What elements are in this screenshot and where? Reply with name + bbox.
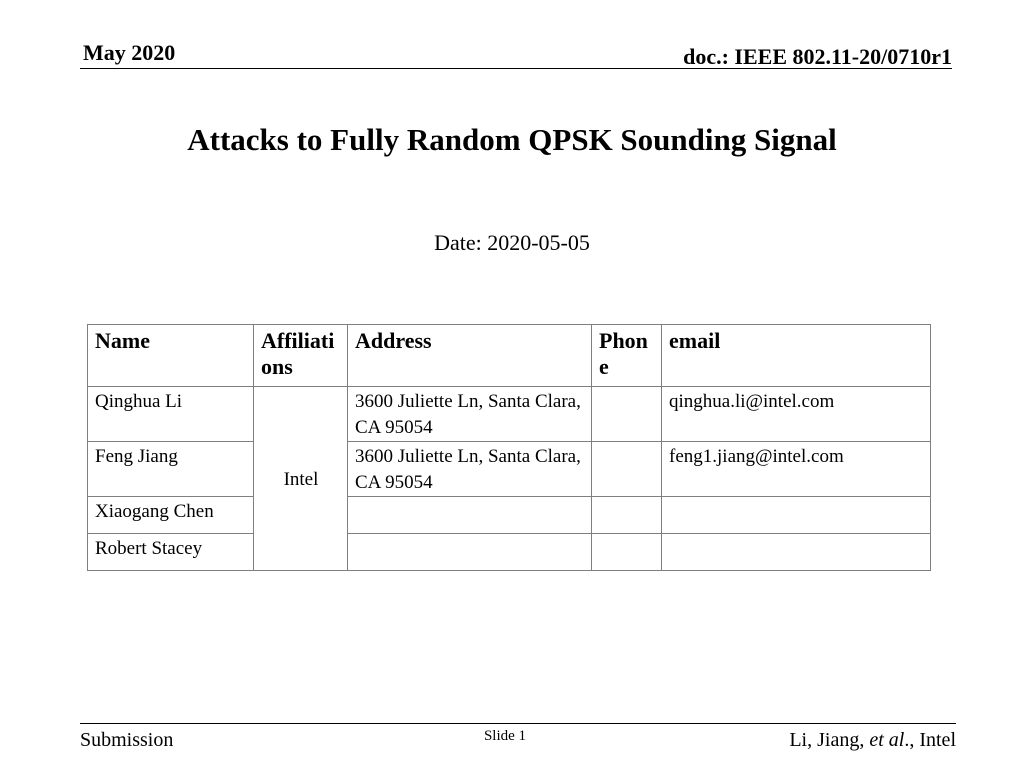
authors-header-row <box>88 325 931 387</box>
footer-submission: Submission <box>80 729 174 751</box>
table-row <box>88 442 931 497</box>
author-address: 3600 Juliette Ln, Santa Clara, CA 95054 <box>348 387 592 442</box>
author-email: feng1.jiang@intel.com <box>662 442 931 497</box>
col-header-address: Address <box>348 325 592 387</box>
author-phone <box>592 497 662 534</box>
footer-authors-suffix: ., Intel <box>904 729 956 751</box>
footer-authors <box>789 729 956 752</box>
header-rule <box>80 68 952 69</box>
author-email <box>662 497 931 534</box>
table-row <box>88 534 931 571</box>
col-header-phone: Phone <box>592 325 662 387</box>
footer-rule <box>80 723 956 724</box>
col-header-email: email <box>662 325 931 387</box>
author-name: Robert Stacey <box>88 534 254 571</box>
author-name: Feng Jiang <box>88 442 254 497</box>
author-email <box>662 534 931 571</box>
footer-slide-number: Slide 1 <box>483 728 527 744</box>
author-address <box>348 497 592 534</box>
date-line: Date: 2020-05-05 <box>434 230 590 255</box>
author-address: 3600 Juliette Ln, Santa Clara, CA 95054 <box>348 442 592 497</box>
col-header-affiliations: Affiliations <box>254 325 348 387</box>
author-phone <box>592 442 662 497</box>
table-row <box>88 387 931 442</box>
authors-table <box>87 324 931 571</box>
author-affiliation: Intel <box>254 387 348 571</box>
footer-authors-prefix: Li, Jiang, <box>789 729 870 751</box>
author-phone <box>592 387 662 442</box>
header-date: May 2020 <box>83 40 176 65</box>
table-row <box>88 497 931 534</box>
col-header-name: Name <box>88 325 254 387</box>
slide-title: Attacks to Fully Random QPSK Sounding Signal <box>187 122 837 157</box>
author-name: Xiaogang Chen <box>88 497 254 534</box>
author-email: qinghua.li@intel.com <box>662 387 931 442</box>
header-doc-id: doc.: IEEE 802.11-20/0710r1 <box>683 44 952 69</box>
author-address <box>348 534 592 571</box>
author-phone <box>592 534 662 571</box>
author-name: Qinghua Li <box>88 387 254 442</box>
footer-authors-etal: et al <box>869 729 905 751</box>
